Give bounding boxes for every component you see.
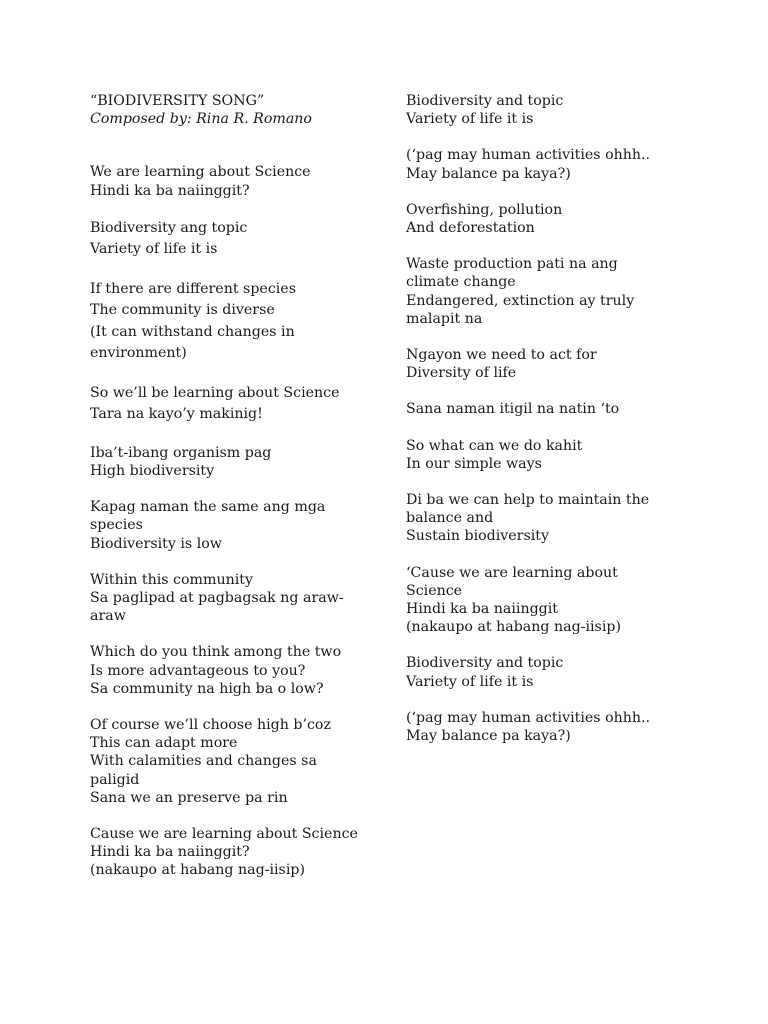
lyric-line: Hindi ka ba naiinggit <box>406 601 559 618</box>
lyric-line: araw <box>90 608 126 625</box>
lyric-line: May balance pa kaya?) <box>406 165 571 182</box>
lyric-line: Di ba we can help to maintain the <box>406 492 650 509</box>
lyric-line: paligid <box>90 771 140 788</box>
stanza <box>406 400 668 418</box>
lyric-line: Science <box>406 582 463 599</box>
lyric-line: Sana naman itigil na natin ‘to <box>406 401 620 418</box>
song-title: “BIODIVERSITY SONG” <box>90 93 265 109</box>
stanza <box>406 346 668 382</box>
lyric-line: Diversity of life <box>406 365 517 382</box>
lyric-line: Hindi ka ba naiinggit? <box>90 182 250 199</box>
right-column <box>406 92 668 763</box>
lyric-line: Cause we are learning about Science <box>90 826 358 843</box>
lyric-line: So we’ll be learning about Science <box>90 384 340 401</box>
lyric-line: Tara na kayo’y makinig! <box>90 406 263 423</box>
lyric-line: This can adapt more <box>90 735 238 752</box>
lyric-line: ‘Cause we are learning about <box>406 564 618 581</box>
lyric-line: Ngayon we need to act for <box>406 347 597 364</box>
lyric-line: Sana we an preserve pa rin <box>90 789 288 806</box>
lyric-line: balance and <box>406 510 494 527</box>
lyric-line: climate change <box>406 274 516 291</box>
lyric-line: High biodiversity <box>90 463 215 480</box>
lyric-line: Of course we’ll choose high b’coz <box>90 717 331 734</box>
lyric-line: environment) <box>90 345 187 362</box>
stanza <box>406 564 668 637</box>
lyric-line: May balance pa kaya?) <box>406 728 571 745</box>
lyric-line: Which do you think among the two <box>90 644 342 661</box>
stanza <box>406 491 668 546</box>
lyric-line: (‘pag may human activities ohhh.. <box>406 709 651 726</box>
stanza <box>406 709 668 745</box>
lyric-line: Biodiversity and topic <box>406 655 564 672</box>
stanza <box>406 437 668 473</box>
stanza <box>90 218 395 261</box>
lyric-line: Hindi ka ba naiinggit? <box>90 844 250 861</box>
lyric-line: (‘pag may human activities ohhh.. <box>406 147 651 164</box>
lyric-line: Biodiversity is low <box>90 535 222 552</box>
lyric-line: Biodiversity ang topic <box>90 219 248 236</box>
lyric-line: With calamities and changes sa <box>90 753 317 770</box>
lyric-line: Is more advantageous to you? <box>90 662 306 679</box>
lyric-line: Sustain biodiversity <box>406 528 549 545</box>
stanza <box>406 201 668 237</box>
lyric-line: Variety of life it is <box>90 241 218 258</box>
stanza <box>90 716 395 807</box>
lyric-line: Endangered, extinction ay truly <box>406 292 635 309</box>
stanza <box>90 444 395 480</box>
stanza <box>90 279 395 365</box>
lyric-line: Biodiversity and topic <box>406 93 564 109</box>
stanza <box>406 654 668 690</box>
stanza <box>406 255 668 328</box>
lyric-line: (nakaupo at habang nag-iisip) <box>406 619 621 636</box>
composer-credit: Composed by: Rina R. Romano <box>90 111 312 128</box>
lyric-line: If there are different species <box>90 280 296 297</box>
lyric-line: Iba’t-ibang organism pag <box>90 444 272 461</box>
lyric-line: Waste production pati na ang <box>406 256 618 273</box>
stanza <box>90 643 395 698</box>
song-header <box>90 92 395 128</box>
lyric-line: malapit na <box>406 310 483 327</box>
stanza <box>90 825 395 880</box>
lyric-line: Sa paglipad at pagbagsak ng araw- <box>90 590 344 607</box>
stanza <box>90 383 395 426</box>
stanza <box>90 498 395 553</box>
lyric-line: The community is diverse <box>90 302 275 319</box>
left-stanzas <box>90 163 395 879</box>
stanza <box>90 571 395 626</box>
lyric-line: (nakaupo at habang nag-iisip) <box>90 862 305 879</box>
stanza <box>406 146 668 182</box>
lyric-line: Variety of life it is <box>406 673 534 690</box>
lyric-line: We are learning about Science <box>90 164 311 181</box>
right-stanzas <box>406 92 668 745</box>
stanza <box>90 163 395 199</box>
lyric-line: Variety of life it is <box>406 111 534 128</box>
stanza <box>406 92 668 128</box>
lyric-line: species <box>90 517 143 534</box>
lyric-line: (It can withstand changes in <box>90 323 295 340</box>
lyric-line: Overfishing, pollution <box>406 201 563 218</box>
left-column <box>90 92 395 898</box>
lyric-line: Sa community na high ba o low? <box>90 680 324 697</box>
lyric-line: Kapag naman the same ang mga <box>90 499 326 516</box>
lyric-line: And deforestation <box>406 220 535 237</box>
lyric-line: So what can we do kahit <box>406 437 583 454</box>
lyric-line: In our simple ways <box>406 455 542 472</box>
lyric-line: Within this community <box>90 571 253 588</box>
